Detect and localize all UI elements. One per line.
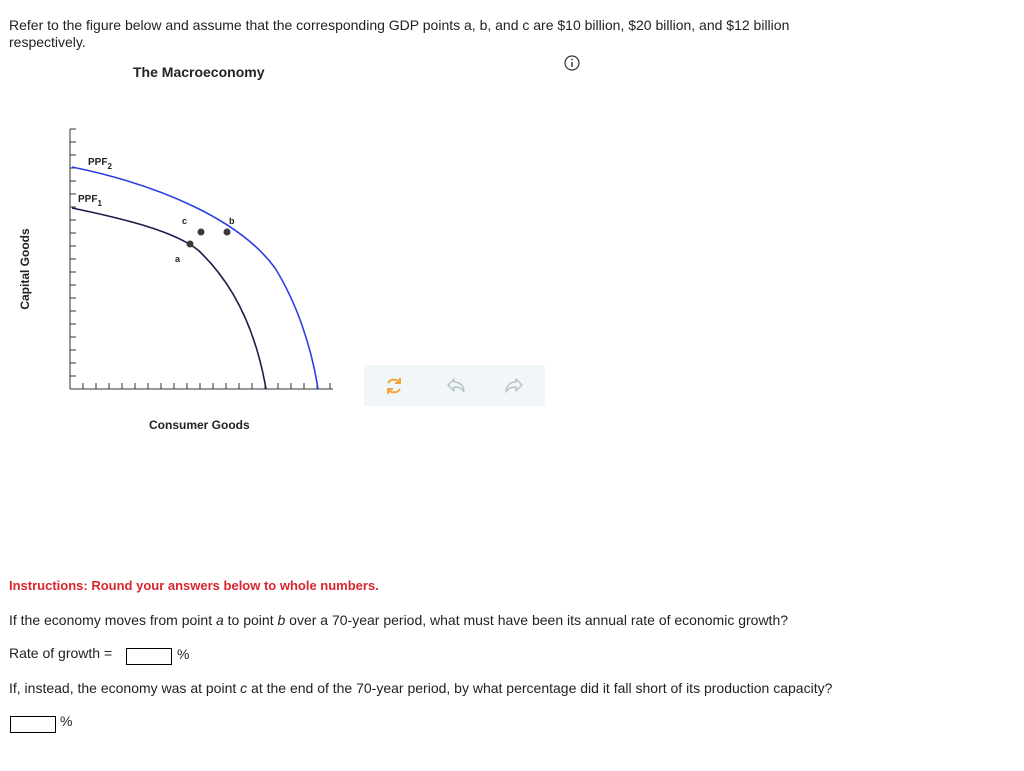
- answer-2-unit: %: [60, 713, 73, 729]
- y-axis-label: Capital Goods: [18, 228, 32, 310]
- reset-icon[interactable]: [383, 375, 405, 397]
- prompt-line-1: Refer to the figure below and assume that the corresponding GDP points a, b, and c are $10 billion, $20 billion, and $12 billion: [9, 17, 790, 33]
- ppf2-label: $PPF_2$: [88, 157, 112, 171]
- ppf2-curve[interactable]: [72, 167, 318, 389]
- question-1: If the economy moves from point a to point b over a 70-year period, what must have been its annual rate of economic growth?: [9, 612, 789, 628]
- point-c-dot[interactable]: [198, 229, 205, 236]
- point-c-label: c: [182, 216, 188, 226]
- growth-rate-input[interactable]: [126, 648, 172, 665]
- shortfall-percent-input[interactable]: [10, 716, 56, 733]
- redo-icon[interactable]: [503, 375, 525, 397]
- prompt-line-2: respectively.: [9, 34, 86, 50]
- instructions: Instructions: Round your answers below to whole numbers.: [9, 578, 379, 593]
- undo-icon[interactable]: [445, 375, 467, 397]
- figure-title: The Macroeconomy: [133, 64, 265, 80]
- point-b-label: b: [229, 216, 235, 226]
- ppf1-curve[interactable]: [72, 208, 266, 389]
- point-a-label: a: [175, 254, 181, 264]
- point-a-dot[interactable]: [187, 241, 194, 248]
- question-2: If, instead, the economy was at point c at the end of the 70-year period, by what percentage did it fall short of its production capacity?: [9, 680, 833, 696]
- x-axis-label: Consumer Goods: [149, 418, 250, 432]
- answer-1-unit: %: [177, 646, 190, 662]
- answer-1-label: Rate of growth =: [9, 645, 113, 661]
- point-b-dot[interactable]: [224, 229, 231, 236]
- ppf1-label: $PPF_1$: [78, 194, 102, 208]
- info-icon[interactable]: [564, 55, 580, 71]
- graph-toolbar: [364, 365, 545, 406]
